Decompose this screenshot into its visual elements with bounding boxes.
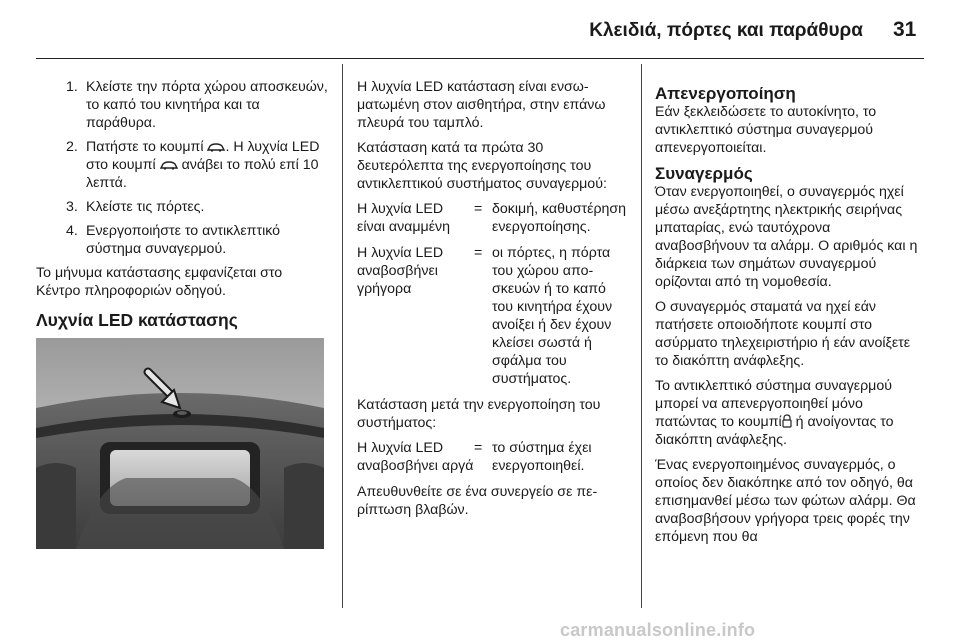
- car-interior-icon: [160, 161, 178, 170]
- status-definitions-initial: [357, 200, 629, 388]
- led-status-heading: Λυχνία LED κατάστασης: [36, 310, 238, 330]
- deactivation-heading: Απενεργοποίηση: [655, 84, 796, 103]
- page-header-title: Κλειδιά, πόρτες και παράθυρα: [589, 20, 863, 41]
- alarm-paragraph-2: Ο συναγερμός σταματά να ηχεί εάν πατήσετε οποιοδήποτε κουμπί στο ασύρματο τηλεχειριστήριο ή εάν ανοίξετε το διακόπτη ανάφλεξης.: [655, 299, 911, 369]
- step-1: [36, 78, 328, 132]
- step-text: . Η λυχνία LED στο κουμπί: [86, 139, 320, 173]
- definition-term: Η λυχνία LED είναι αναμμένη: [357, 201, 451, 235]
- definition-description: το σύστημα έχει ενεργοποιηθεί.: [492, 440, 592, 474]
- step-text: Κλείστε την πόρτα χώρου αποσκευών, το καπό του κινητήρα και τα παράθυρα.: [86, 79, 328, 131]
- definition-equals: =: [474, 245, 483, 261]
- definition-equals: =: [474, 201, 483, 217]
- definition-description: δοκιμή, καθυστέρηση ενεργοποίησης.: [492, 201, 627, 235]
- column-divider-2: [641, 64, 642, 608]
- step-text: Ενεργοποιήστε το αντικλεπτικό σύστημα συναγερμού.: [86, 223, 281, 257]
- alarm-paragraph-3-text: ή ανοίγοντας το διακόπτη ανάφλεξης.: [655, 414, 894, 448]
- alarm-paragraph-1: Όταν ενεργοποιηθεί, ο συναγερμός ηχεί μέσω ανεξάρτητης ηλεκτρικής σειρήνας μπαταρίας, ενώ ταυτόχρονα αναβοσβήνουν τα αλάρμ. Ο αριθμός και η διάρκεια των σημάτων συναγερμού ορίζονται από τη νομοθεσία.: [655, 184, 918, 290]
- page-number: 31: [893, 18, 917, 41]
- first-30-seconds-paragraph: Κατάσταση κατά τα πρώτα 30 δευτερόλεπτα της ενεργοποίησης του αντικλεπτικού συστήματος συναγερμού:: [357, 140, 607, 192]
- definition-description: οι πόρτες, η πόρτα του χώρου αποσκευών ή το καπό του κινητήρα έχουν ανοίξει ή δεν έχουν κλείσει σωστά ή σφάλμα του συστήματος.: [492, 245, 613, 387]
- definition-equals: =: [474, 440, 483, 456]
- alarm-paragraph-4: Ένας ενεργοποιημένος συναγερμός, ο οποίος δεν διακόπηκε από τον οδηγό, θα επισημανθεί μέσω των φώτων αλάρμ. Θα αναβοσβήσουν γρήγορα τρεις φορές την επόμενη που θα: [655, 457, 916, 545]
- definition-row: [357, 439, 629, 475]
- step-number: 3.: [66, 199, 78, 215]
- watermark: carmanualsonline.info: [560, 620, 756, 640]
- step-4: [36, 222, 328, 258]
- steps-list: [36, 78, 328, 258]
- column-divider-1: [342, 64, 343, 608]
- key-fob-lock-icon: [782, 414, 792, 428]
- status-message-paragraph: Το μήνυμα κατάστασης εμφανίζεται στο Κέντρο πληροφοριών οδηγού.: [36, 265, 283, 299]
- car-interior-icon: [207, 143, 225, 152]
- right-column: [655, 84, 927, 553]
- middle-column: [357, 78, 629, 526]
- alarm-heading: Συναγερμός: [655, 164, 753, 183]
- definition-row: [357, 244, 629, 388]
- definition-term: Η λυχνία LED αναβοσβήνει αργά: [357, 440, 474, 474]
- definition-row: [357, 200, 629, 236]
- deactivation-paragraph: Εάν ξεκλειδώσετε το αυτοκίνητο, το αντικλεπτικό σύστημα συναγερμού απενεργοποιείται.: [655, 104, 877, 156]
- after-activation-paragraph: Κατάσταση μετά την ενεργοποίηση του συστήματος:: [357, 397, 601, 431]
- status-definitions-after: [357, 439, 629, 475]
- definition-term: Η λυχνία LED αναβοσβήνει γρήγορα: [357, 245, 444, 297]
- step-number: 2.: [66, 139, 78, 155]
- step-text: Πατήστε το κουμπί: [86, 139, 204, 155]
- service-paragraph: Απευθυνθείτε σε ένα συνεργείο σε περίπτωση βλαβών.: [357, 484, 598, 518]
- header-rule: [36, 58, 924, 59]
- dashboard-sensor-photo: [36, 338, 324, 549]
- led-intro-paragraph: Η λυχνία LED κατάσταση είναι ενσωματωμένη στον αισθητήρα, στην επάνω πλευρά του ταμπλό.: [357, 79, 606, 131]
- step-text: Κλείστε τις πόρτες.: [86, 199, 205, 215]
- step-number: 4.: [66, 223, 78, 239]
- step-3: [36, 198, 328, 216]
- left-column: [36, 78, 328, 342]
- alarm-paragraph-3: [655, 377, 927, 449]
- alarm-paragraph-3-text: Το αντικλεπτικό σύστημα συναγερμού μπορεί να απενεργοποιηθεί μόνο πατώντας το κουμπί: [655, 378, 893, 430]
- step-2: [36, 138, 328, 192]
- step-number: 1.: [66, 79, 78, 95]
- step-text: ανάβει το πολύ επί 10 λεπτά.: [86, 157, 319, 191]
